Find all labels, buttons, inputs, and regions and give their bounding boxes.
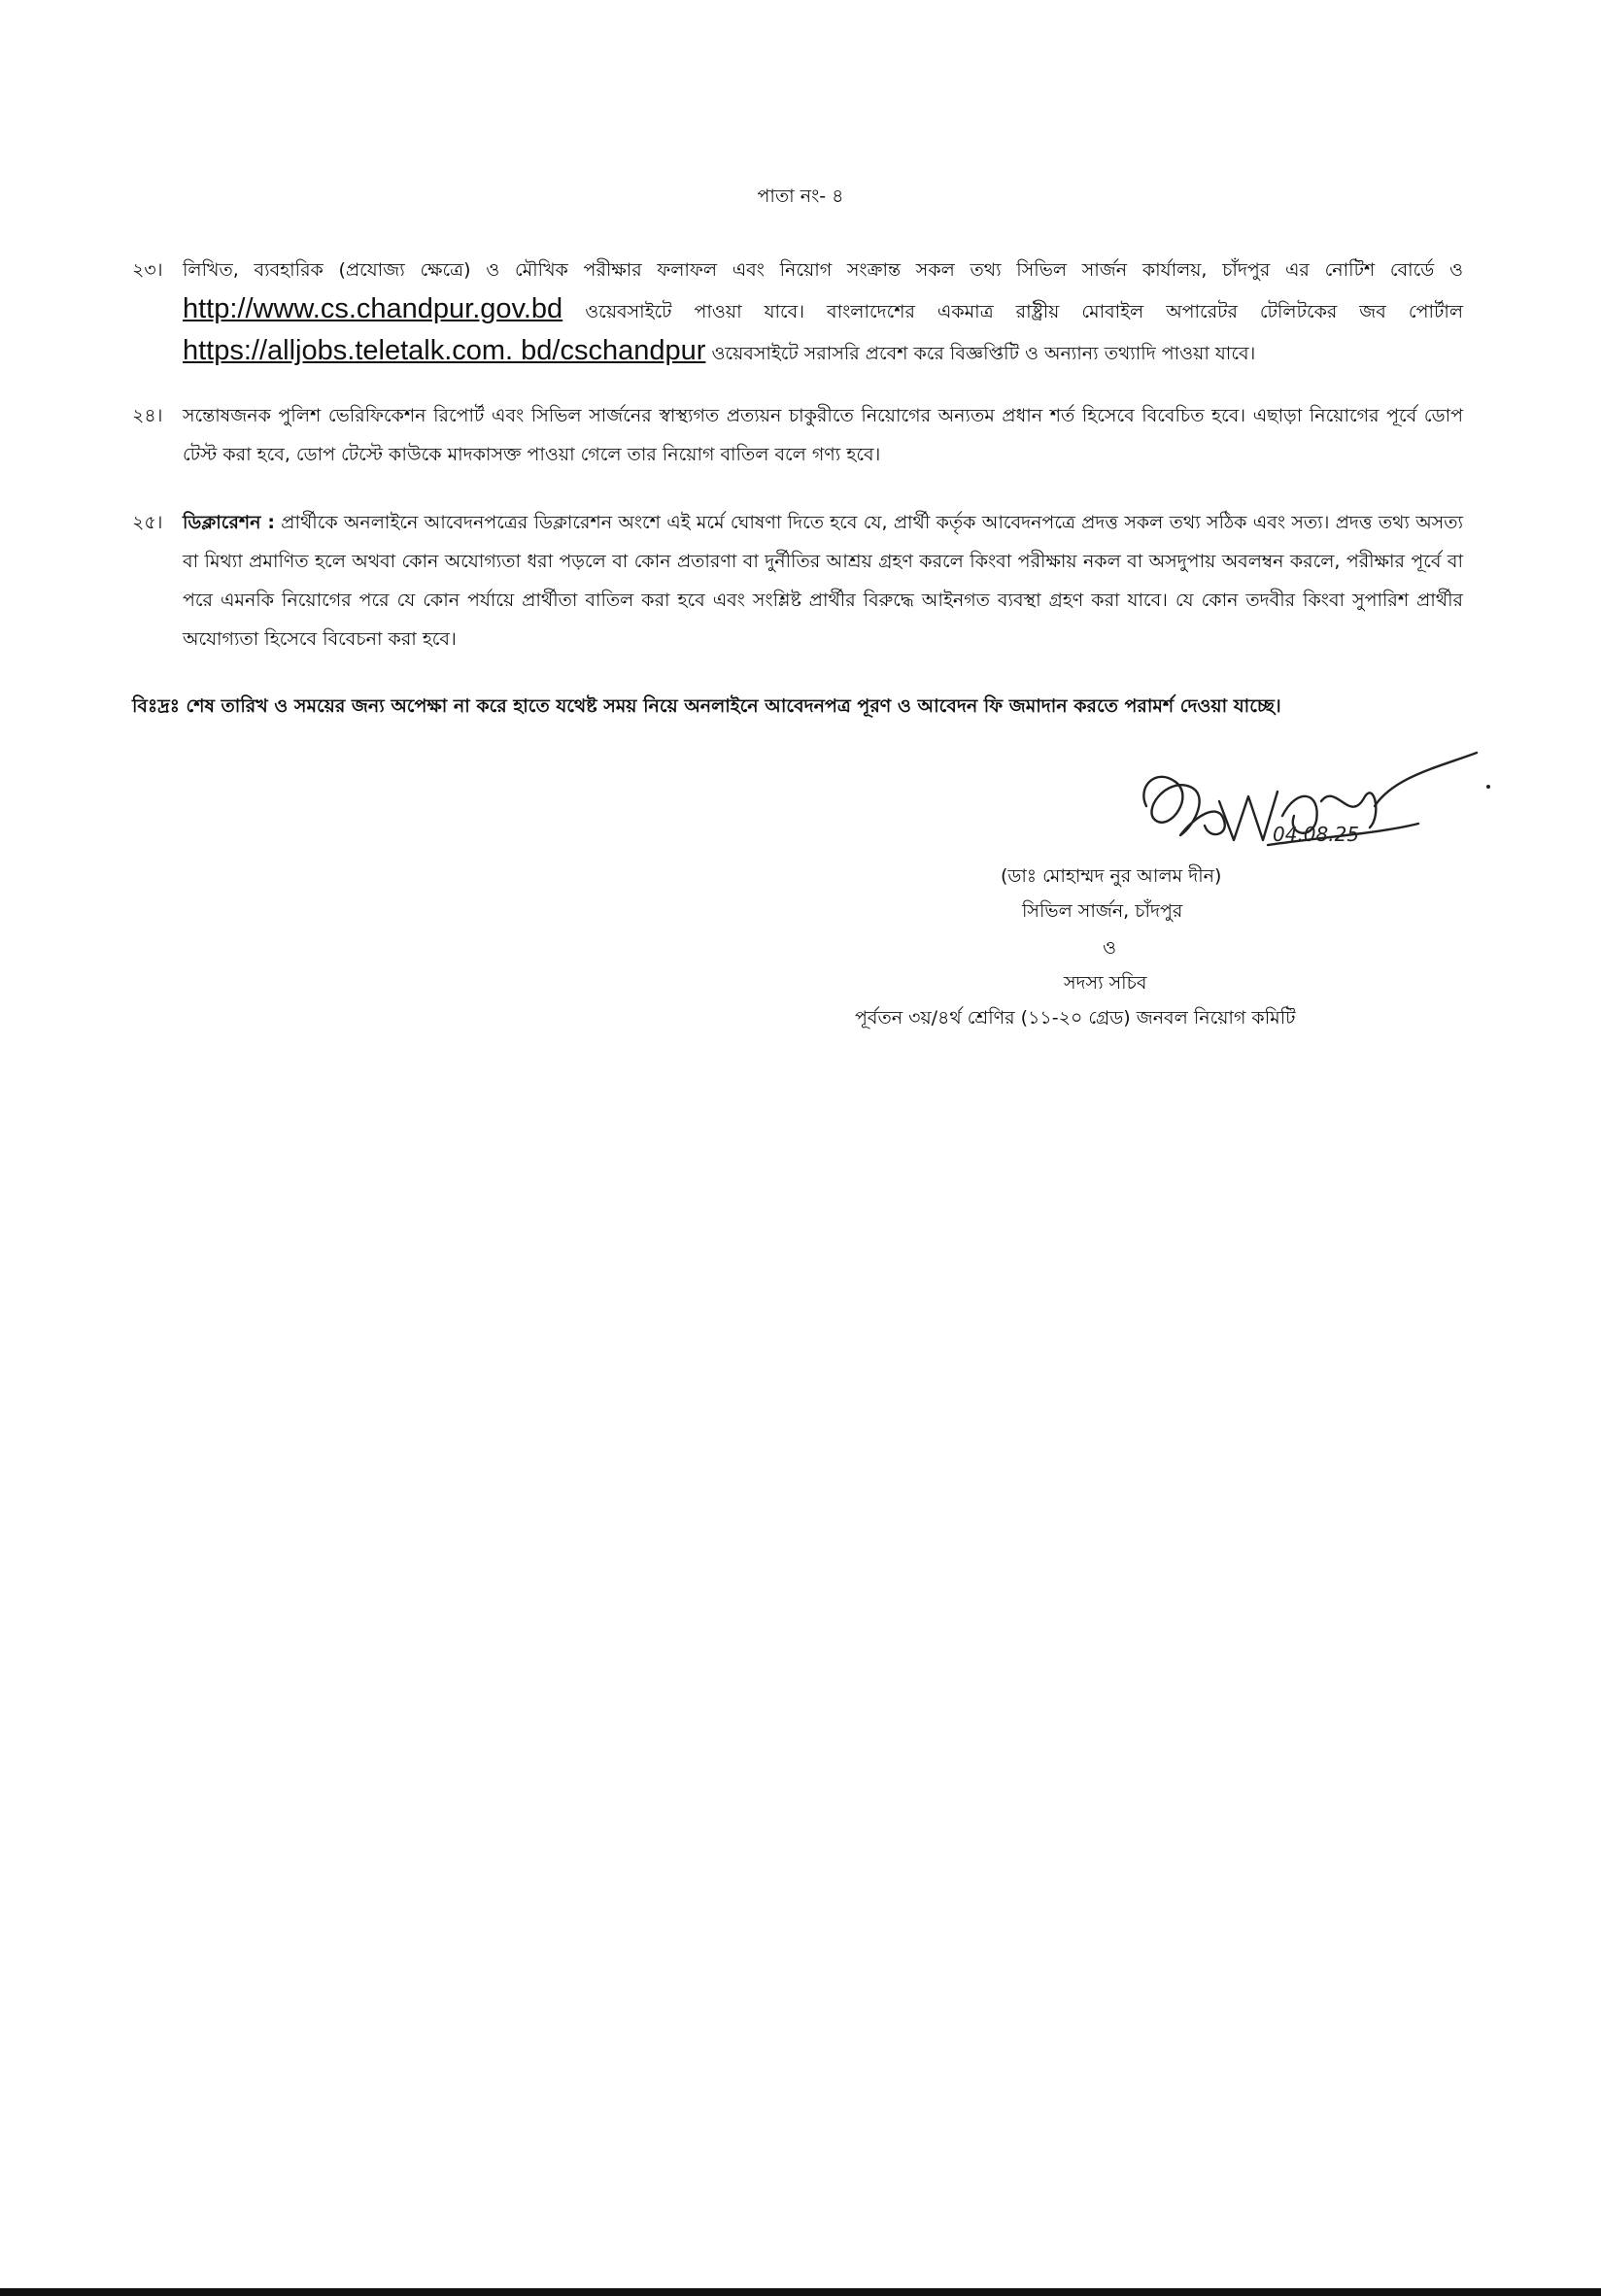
handwritten-signature [1127, 748, 1496, 864]
clause-text [183, 503, 1463, 658]
clause-text-part: প্রার্থীকে অনলাইনে আবেদনপত্রের ডিক্লারেশন অংশে এই মর্মে ঘোষণা দিতে হবে যে, প্রার্থী কর্তৃক আবেদনপত্রে প্রদত্ত সকল তথ্য সঠিক এবং সত্য। প্রদত্ত তথ্য অসত্য বা মিথ্যা প্রমাণিত হলে অথবা কোন অযোগ্যতা ধরা পড়লে বা কোন প্রতারণা বা দুর্নীতির আশ্রয় গ্রহণ করলে কিংবা পরীক্ষায় নকল বা অসদুপায় অবলম্বন করলে, পরীক্ষার পূর্বে বা পরে এমনকি নিয়োগের পরে যে কোন পর্যায়ে প্রার্থীতা বাতিল করা হবে এবং সংশ্লিষ্ট প্রার্থীর বিরুদ্ধে আইনগত ব্যবস্থা গ্রহণ করা যাবে। যে কোন তদবীর কিংবা সুপারিশ প্রার্থীর অযোগ্যতা হিসেবে বিবেচনা করা হবে। [183, 512, 1463, 650]
signatory-committee: পূর্বতন ৩য়/৪র্থ শ্রেণির (১১-২০ গ্রেড) জনবল নিয়োগ কমিটি [855, 1007, 1296, 1029]
clause-number: ২৩। [132, 259, 163, 281]
teletalk-job-portal-link[interactable]: https://alljobs.teletalk.com. bd/cschandpur [183, 335, 706, 366]
clause-number: ২৫। [132, 512, 163, 533]
bottom-edge-rule [0, 2288, 1601, 2296]
page-number: পাতা নং- ৪ [757, 186, 844, 207]
clause-text-part: লিখিত, ব্যবহারিক (প্রযোজ্য ক্ষেত্রে) ও মৌখিক পরীক্ষার ফলাফল এবং নিয়োগ সংক্রান্ত সকল তথ্য সিভিল সার্জন কার্যালয়, চাঁদপুর এর নোটিশ বোর্ডে ও [183, 259, 1463, 281]
signatory-conjunction: ও [1103, 937, 1116, 959]
advisory-note: বিঃদ্রঃ শেষ তারিখ ও সময়ের জন্য অপেক্ষা না করে হাতে যথেষ্ট সময় নিয়ে অনলাইনে আবেদনপত্র পূরণ ও আবেদন ফি জমাদান করতে পরামর্শ দেওয়া যাচ্ছে। [132, 695, 1281, 717]
signatory-role: সদস্য সচিব [1064, 972, 1147, 994]
signatory-name: (ডাঃ মোহাম্মদ নুর আলম দীন) [1001, 865, 1222, 887]
clause-23 [132, 251, 1473, 373]
civil-surgeon-website-link[interactable]: http://www.cs.chandpur.gov.bd [183, 293, 563, 324]
signatory-title: সিভিল সার্জন, চাঁদপুর [1022, 900, 1183, 922]
clause-text: সন্তোষজনক পুলিশ ভেরিফিকেশন রিপোর্ট এবং সিভিল সার্জনের স্বাস্থ্যগত প্রত্যয়ন চাকুরীতে নিয়োগের অন্যতম প্রধান শর্ত হিসেবে বিবেচিত হবে। এছাড়া নিয়োগের পূর্বে ডোপ টেস্ট করা হবে, ডোপ টেস্টে কাউকে মাদকাসক্ত পাওয়া গেলে তার নিয়োগ বাতিল বলে গণ্য হবে। [183, 405, 1463, 465]
signature-date: 04.08.25 [1273, 823, 1360, 846]
clause-text [183, 251, 1463, 373]
clause-25 [132, 503, 1473, 658]
clause-24 [132, 396, 1473, 474]
declaration-label: ডিক্লারেশন : [183, 512, 275, 533]
clause-text-part: ওয়েবসাইটে পাওয়া যাবে। বাংলাদেশের একমাত্র রাষ্ট্রীয় মোবাইল অপারেটর টেলিটকের জব পোর্টাল [585, 301, 1464, 322]
clause-text-part: ওয়েবসাইটে সরাসরি প্রবেশ করে বিজ্ঞপ্তিটি ও অন্যান্য তথ্যাদি পাওয়া যাবে। [711, 343, 1256, 364]
clause-number: ২৪। [132, 405, 163, 426]
